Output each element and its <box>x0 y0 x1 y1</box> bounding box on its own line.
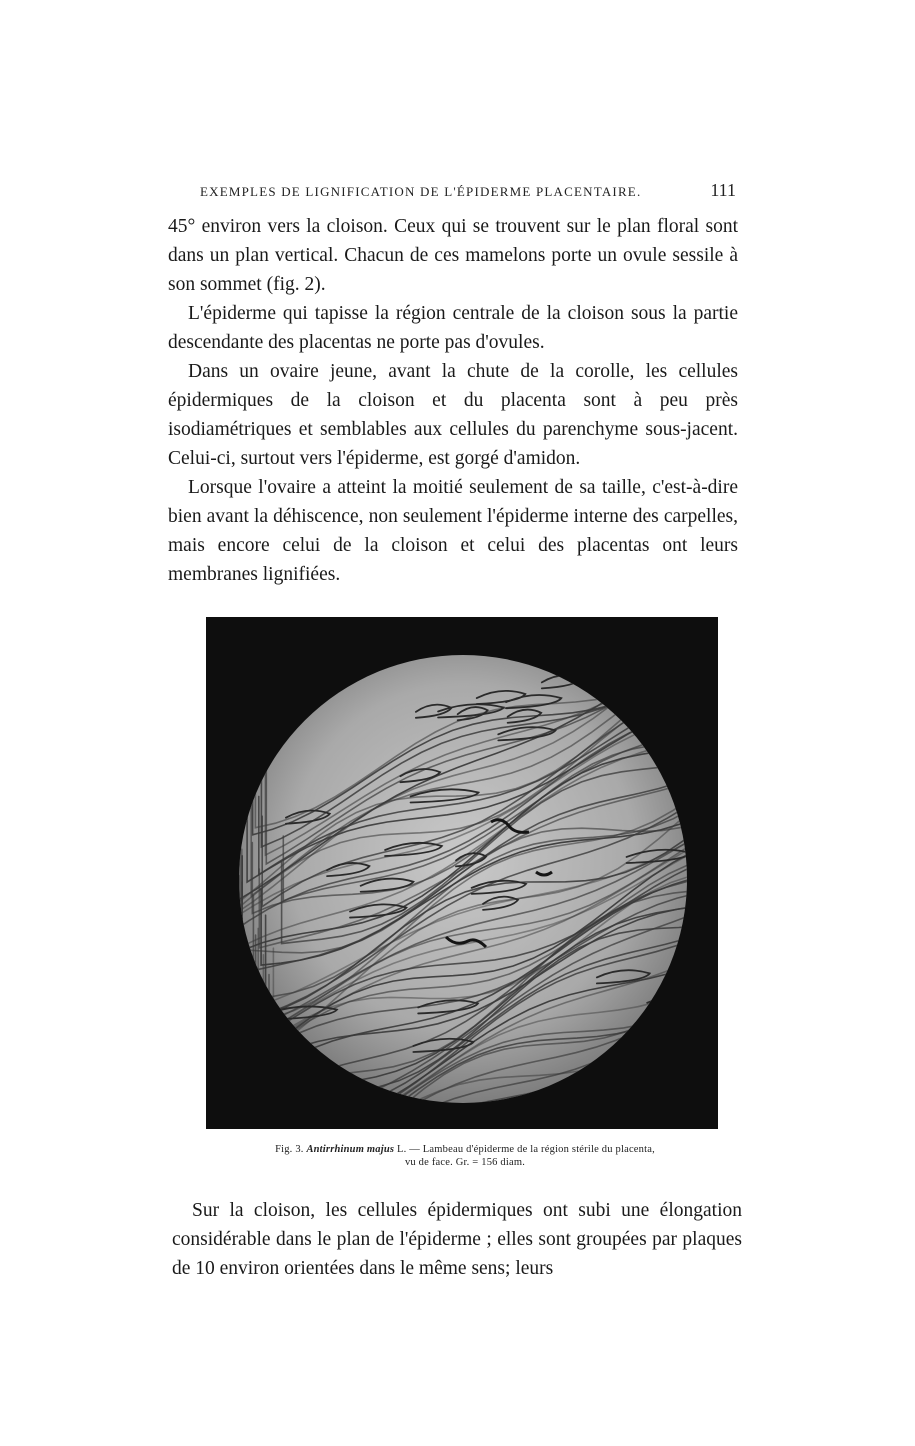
running-head-title: EXEMPLES DE LIGNIFICATION DE L'ÉPIDERME PLACENTAIRE. <box>200 184 642 199</box>
paragraph-continuation: 45° environ vers la cloison. Ceux qui se trouvent sur le plan floral sont dans un plan vertical. Chacun de ces mamelons porte un ovule sessile à son sommet (fig. 2). <box>168 216 738 295</box>
paragraph: Sur la cloison, les cellules épidermiques ont subi une élongation considérable dans le plan de l'épiderme ; elles sont groupées par plaques de 10 environ orientées dans le même sens; leurs <box>172 1200 742 1279</box>
paragraph: Lorsque l'ovaire a atteint la moitié seulement de sa taille, c'est-à-dire bien avant la déhiscence, non seulement l'épiderme interne des carpelles, mais encore celui de la cloison et celui des placentas ont leurs membranes lignifiées. <box>168 477 738 585</box>
micrograph-image <box>206 617 718 1129</box>
micrograph-figure <box>206 617 718 1129</box>
paragraph: Dans un ovaire jeune, avant la chute de la corolle, les cellules épidermiques de la cloison et du placenta sont à peu près isodiamétriques et semblables aux cellules du parenchyme sous-jacent. Celui-ci, surtout vers l'épiderme, est gorgé d'amidon. <box>168 361 738 469</box>
caption-line-2: vu de face. Gr. = 156 diam. <box>404 1157 526 1168</box>
page-number: 111 <box>710 180 736 200</box>
paragraph: L'épiderme qui tapisse la région centrale de la cloison sous la partie descendante des placentas ne porte pas d'ovules. <box>168 303 738 353</box>
species-name: Antirrhinum majus <box>306 1144 395 1155</box>
caption-text: L. — Lambeau d'épiderme de la région stérile du placenta, <box>397 1144 655 1155</box>
figure-label: Fig. 3. <box>275 1144 304 1155</box>
body-text-bottom <box>172 1196 742 1283</box>
caption-line-1 <box>190 1143 740 1156</box>
body-text-top <box>168 212 738 589</box>
running-head <box>200 180 740 204</box>
figure-caption <box>190 1143 740 1169</box>
